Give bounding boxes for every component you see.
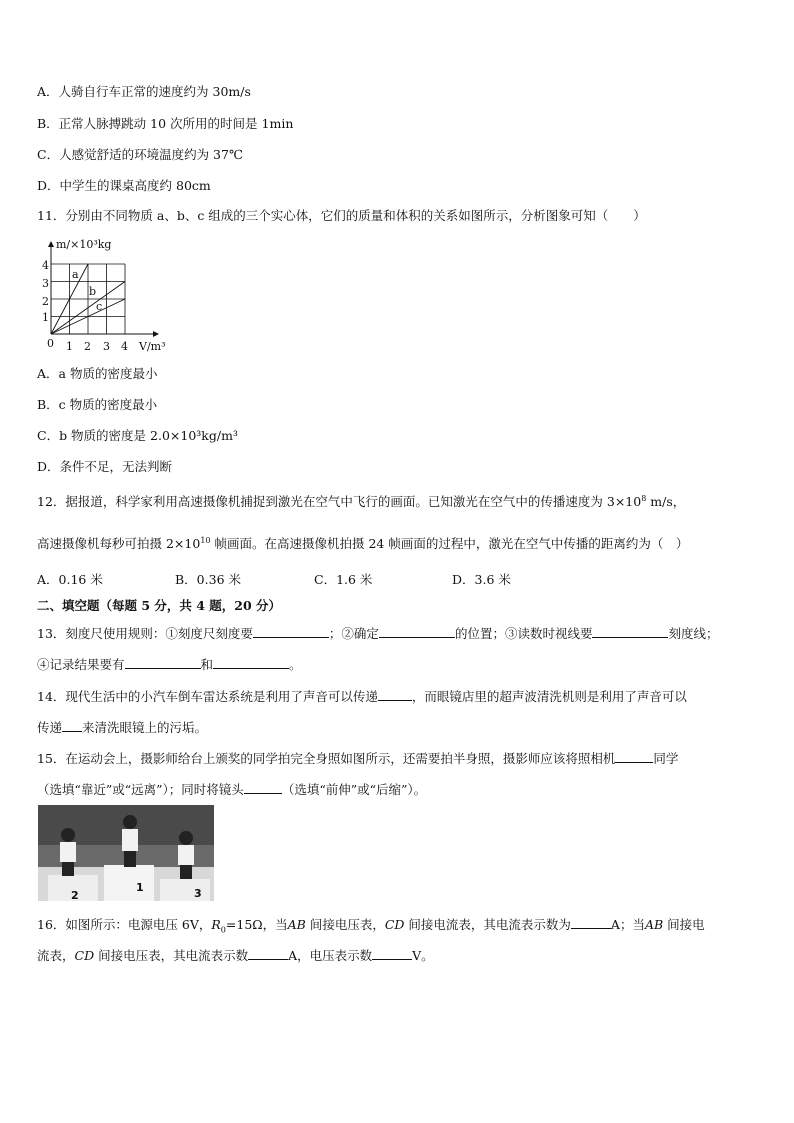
- podium-label-1: 1: [136, 881, 144, 894]
- q12-option-d: D．3.6 米: [452, 572, 511, 587]
- origin-label: 0: [47, 337, 54, 350]
- x-axis-label: V/m³: [139, 340, 166, 353]
- q16-line2: 流表，CD 间接电压表，其电流表示数 A，电压表示数 V。: [37, 948, 434, 963]
- q10-option-b: B．正常人脉搏跳动 10 次所用的时间是 1min: [37, 116, 294, 131]
- q12-stem-line2: 高速摄像机每秒可拍摄 $2\times 10^{10}$ 帧画面。在高速摄像机拍摄 24 帧画面的过程中，激光在空气中传播的距离约为（ ）: [37, 535, 689, 551]
- q13-line2: ④记录结果要有 和 。: [37, 657, 302, 672]
- q12-stem-line1: 12．据报道，科学家利用高速摄像机捕捉到激光在空气中飞行的画面。已知激光在空气中的传播速度为 $3\times 10^8$ m/s，: [37, 493, 686, 509]
- mass-volume-graph: [40, 238, 180, 358]
- x-tick-1: 1: [66, 340, 73, 353]
- x-tick-4: 4: [121, 340, 128, 353]
- y-tick-1: 1: [42, 311, 49, 324]
- q14-line2: 传递 来清洗眼镜上的污垢。: [37, 720, 208, 735]
- q12-option-b: B．0.36 米: [175, 572, 241, 587]
- q15-line2: （选填“靠近”或“远离”）；同时将镜头 （选填“前伸”或“后缩”）。: [37, 782, 427, 797]
- q11-option-d: D．条件不足，无法判断: [37, 459, 173, 474]
- x-tick-3: 3: [103, 340, 110, 353]
- section-title-fill-in: 二、填空题（每题 5 分，共 4 题，20 分）: [37, 598, 282, 613]
- y-tick-3: 3: [42, 277, 49, 290]
- graph-grid: [51, 264, 125, 334]
- q11-option-b: B．c 物质的密度最小: [37, 397, 158, 412]
- q14-line1: 14．现代生活中的小汽车倒车雷达系统是利用了声音可以传递 ，而眼镜店里的超声波清洗机则是利用了声音可以: [37, 689, 687, 704]
- q16-line1: 16．如图所示：电源电压 6V，$R_0=15\Omega$，当AB 间接电压表，CD 间接电流表，其电流表示数为 A；当AB 间接电: [37, 917, 705, 935]
- q11-option-a: A．a 物质的密度最小: [37, 366, 158, 381]
- podium-label-3: 3: [194, 887, 202, 900]
- q10-option-c: C．人感觉舒适的环境温度约为 37℃: [37, 147, 243, 162]
- q11-option-c: C．b 物质的密度是 2.0×10³kg/m³: [37, 428, 238, 443]
- q12-option-c: C．1.6 米: [314, 572, 373, 587]
- award-podium-photo: [38, 805, 214, 901]
- q10-option-d: D．中学生的课桌高度约 80cm: [37, 178, 211, 193]
- podium-label-2: 2: [71, 889, 79, 901]
- line-b-label: b: [89, 285, 97, 298]
- q13-line1: 13．刻度尺使用规则：①刻度尺刻度要 ；②确定 的位置；③读数时视线要 刻度线；: [37, 626, 719, 641]
- y-axis-label: m/×10³kg: [56, 238, 112, 251]
- x-tick-2: 2: [84, 340, 91, 353]
- q15-line1: 15．在运动会上，摄影师给台上颁奖的同学拍完全身照如图所示，还需要拍半身照，摄影师应该将照相机 同学: [37, 751, 679, 766]
- y-tick-4: 4: [42, 259, 49, 272]
- q11-stem: 11．分别由不同物质 a、b、c 组成的三个实心体，它们的质量和体积的关系如图所示，分析图象可知（ ）: [37, 208, 646, 223]
- line-a-label: a: [72, 268, 79, 281]
- y-tick-2: 2: [42, 295, 49, 308]
- q10-option-a: A．人骑自行车正常的速度约为 30m/s: [37, 84, 251, 99]
- line-c-label: c: [96, 300, 103, 313]
- q12-option-a: A．0.16 米: [37, 572, 103, 587]
